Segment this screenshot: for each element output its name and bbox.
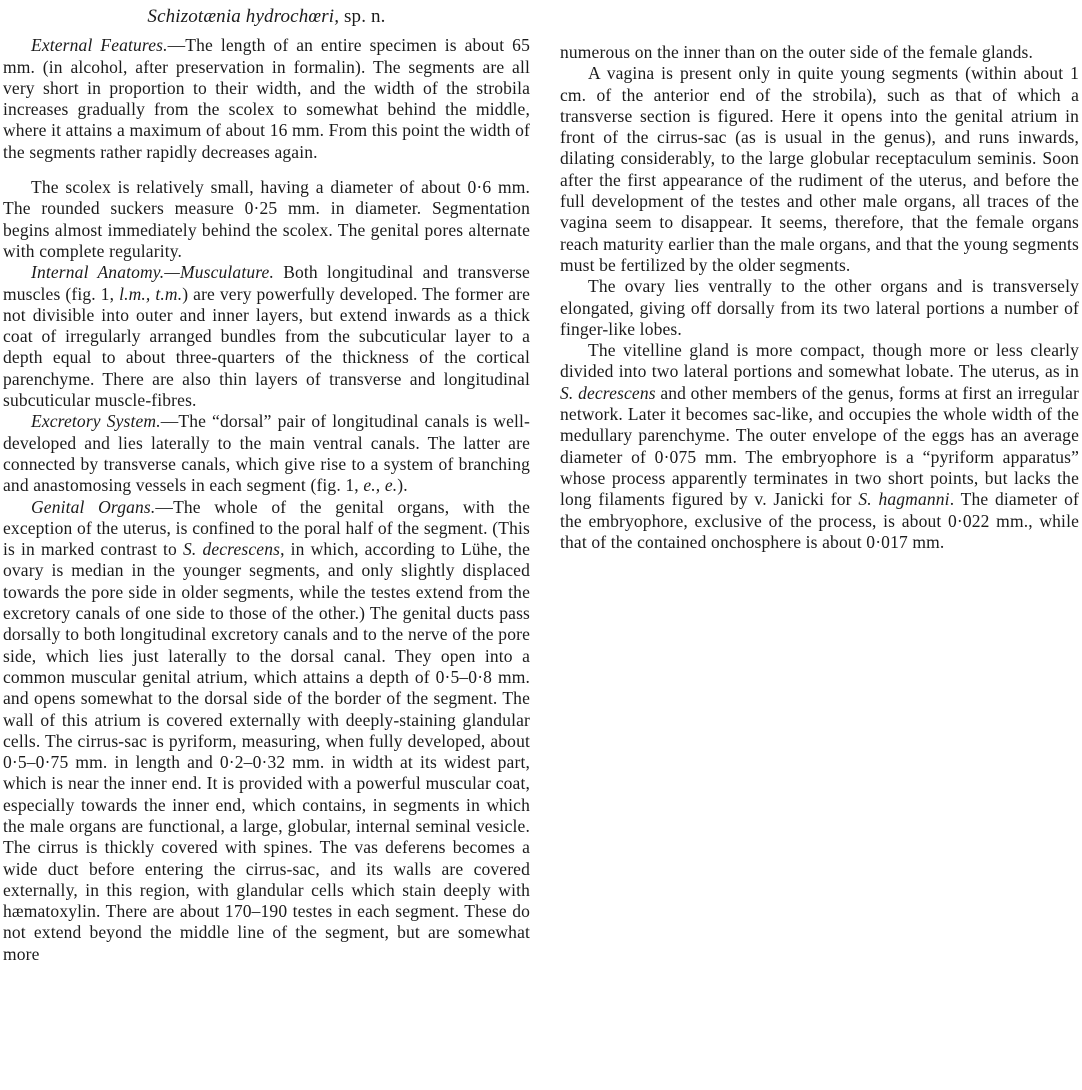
text-segment: The scolex is relatively small, having a diameter of about 0·6 mm. The rounded suckers measure 0·25 mm. in diameter. Segmentation begins almost immediately behind the scolex. The genital pores alternate with complete regularity. [3,177,530,261]
paragraph [3,35,530,163]
text-segment: ). [397,475,408,496]
text-segment: . The diameter of the embryophore, exclusive of the process, is about 0·022 mm., while that of the contained onchosphere is about 0·017 mm. [560,489,1079,552]
text-segment-italic: e., e. [363,475,398,496]
text-segment: , in which, according to Lühe, the ovary is median in the younger segments, and only slightly displaced towards the pore side in older segments, while the testes extend from the excretory canals of one side to those of the other.) The genital ducts pass dorsally to both longitudinal excretory canals and to the nerve of the pore side, which lies just laterally to the dorsal canal. They open into a common muscular genital atrium, which attains a depth of 0·5–0·8 mm. and opens somewhat to the dorsal side of the border of the segment. The wall of this atrium is covered externally with deeply-staining glandular cells. The cirrus-sac is pyriform, measuring, when fully developed, about 0·5–0·75 mm. in length and 0·2–0·32 mm. in width at its widest part, which is near the inner end. It is provided with a powerful muscular coat, especially towards the inner end, which contains, in segments in which the male organs are functional, a large, globular, internal seminal vesicle. The cirrus is thickly covered with spines. The vas deferens becomes a wide duct before entering the cirrus-sac, and its walls are covered externally, in this region, with glandular cells which stain deeply with hæmatoxylin. There are about 170–190 testes in each segment. These do not extend beyond the middle line of the segment, but are somewhat more [3,539,530,964]
paragraph [560,63,1079,276]
paragraph [560,276,1079,340]
text-segment: The vitelline gland is more compact, though more or less clearly divided into two lateral portions and somewhat lobate. The uterus, as in [560,340,1079,382]
paragraph [3,262,530,411]
text-segment-italic: Schizotænia hydrochœri, [147,6,340,27]
right-column [560,6,1079,1090]
left-column [3,6,530,1090]
text-segment-italic: S. decrescens [182,539,281,560]
text-segment: A vagina is present only in quite young segments (within about 1 cm. of the anterior end of the strobila), such as that of which a transverse section is figured. Here it opens into the genital atrium in front of the cirrus-sac (as is usual in the genus), and runs inwards, dilating considerably, to the large globular receptaculum seminis. Soon after the first appearance of the rudiment of the uterus, and before the full development of the testes and other male organs, all traces of the vagina seem to disappear. It seems, therefore, that the female organs reach maturity earlier than the male organs, and that the young segments must be fertilized by the older segments. [560,63,1079,275]
text-segment: Both longitudinal and transverse muscles (fig. 1, [3,262,530,304]
text-segment: —The length of an entire specimen is about 65 mm. (in alcohol, after preservation in formalin). The segments are all very short in proportion to their width, and the width of the strobila increases gradually from the scolex to somewhat behind the middle, where it attains a maximum of about 16 mm. From this point the width of the segments rather rapidly decreases again. [3,35,530,162]
left-column-text [3,35,530,965]
text-segment: The ovary lies ventrally to the other organs and is transversely elongated, giving off dorsally from its two lateral portions a number of finger-like lobes. [560,276,1079,339]
text-segment: sp. n. [339,6,386,27]
text-segment-italic: External Features. [31,35,168,56]
paragraph [3,177,530,262]
right-column-text [560,42,1079,553]
text-segment: —The whole of the genital organs, with the exception of the uterus, is confined to the poral half of the segment. (This is in marked contrast to [3,496,531,560]
paragraph [560,42,1079,63]
text-segment-italic: Excretory System. [31,411,161,432]
text-segment-italic: Internal Anatomy.—Musculature. [31,262,274,283]
text-segment-italic: Genital Organs. [31,496,156,517]
text-segment: ) are very powerfully developed. The former are not divisible into outer and inner layers, but extend inwards as a thick coat of irregularly arranged bundles from the subcuticular layer to a depth equal to about three-quarters of the thickness of the cortical parenchyme. There are also thin layers of transverse and longitudinal subcuticular muscle-fibres. [3,283,531,411]
text-segment-italic: S. decrescens [560,382,656,403]
text-segment: numerous on the inner than on the outer side of the female glands. [560,42,1034,62]
text-segment-italic: l.m., t.m. [119,283,183,304]
paragraph [3,411,530,496]
text-segment: and other members of the genus, forms at first an irregular network. Later it becomes sac-like, and occupies the whole width of the medullary parenchyme. The outer envelope of the eggs has an average diameter of 0·075 mm. The embryophore is a “pyriform apparatus” whose process apparently terminates in two short points, but lacks the long filaments figured by v. Janicki for [560,382,1079,510]
paragraph [3,497,530,966]
text-segment-italic: S. hagmanni [858,489,950,510]
text-segment: —The “dorsal” pair of longitudinal canals is well-developed and lies laterally to the main ventral canals. The latter are connected by transverse canals, which give rise to a system of branching and anastomosing vessels in each segment (fig. 1, [3,411,530,496]
paragraph [560,340,1079,553]
species-heading [3,6,530,27]
